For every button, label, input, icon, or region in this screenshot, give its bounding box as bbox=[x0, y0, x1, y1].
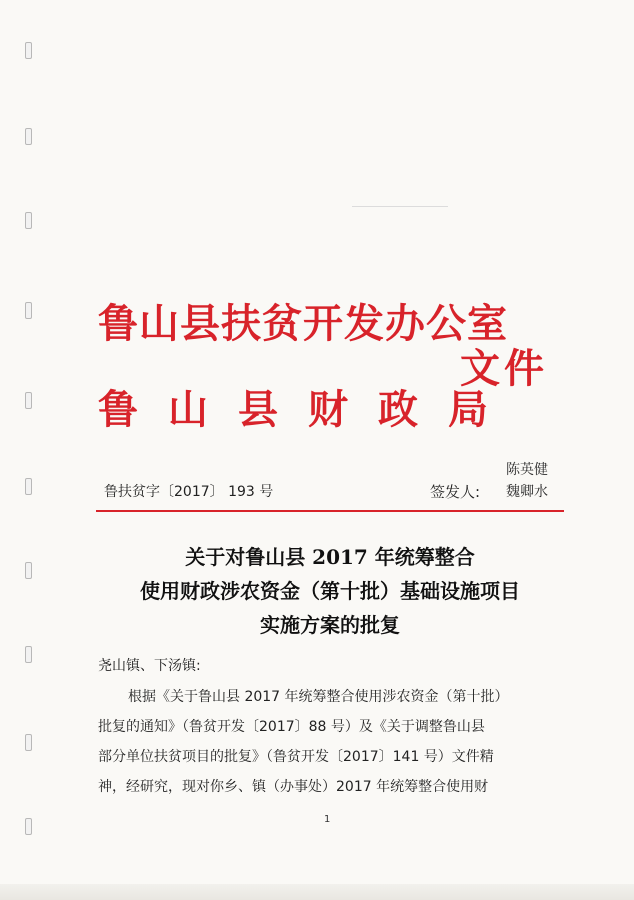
binding-hole-mark bbox=[25, 562, 32, 579]
document-title-line: 使用财政涉农资金（第十批）基础设施项目 bbox=[140, 579, 520, 603]
red-separator-line bbox=[96, 510, 564, 512]
body-paragraph-line: 批复的通知》（鲁贫开发〔2017〕88 号）及《关于调整鲁山县 bbox=[98, 719, 485, 735]
binding-hole-mark bbox=[25, 392, 32, 409]
binding-hole-mark bbox=[25, 646, 32, 663]
body-paragraph-line: 根据《关于鲁山县 2017 年统筹整合使用涉农资金（第十批） bbox=[128, 689, 509, 705]
scan-bottom-edge bbox=[0, 884, 634, 900]
document-label: 文件 bbox=[460, 346, 548, 392]
document-title-line: 关于对鲁山县 2017 年统筹整合 bbox=[185, 545, 475, 569]
scan-artifact-line bbox=[352, 206, 448, 207]
binding-hole-mark bbox=[25, 128, 32, 145]
body-paragraph-line: 部分单位扶贫项目的批复》（鲁贫开发〔2017〕141 号）文件精 bbox=[98, 749, 494, 765]
binding-hole-mark bbox=[25, 302, 32, 319]
document-number: 鲁扶贫字〔2017〕 193 号 bbox=[104, 484, 274, 500]
binding-hole-mark bbox=[25, 212, 32, 229]
signer-name: 陈英健 bbox=[506, 462, 548, 478]
page-number: 1 bbox=[324, 814, 331, 825]
binding-hole-mark bbox=[25, 734, 32, 751]
salutation: 尧山镇、下汤镇: bbox=[98, 658, 201, 674]
signer-label: 签发人: bbox=[430, 483, 481, 501]
binding-hole-mark bbox=[25, 818, 32, 835]
document-title-line: 实施方案的批复 bbox=[260, 613, 400, 637]
issuer-name-2: 鲁山县财政局 bbox=[98, 387, 518, 433]
signer-name: 魏卿水 bbox=[506, 484, 548, 500]
body-paragraph-line: 神，经研究，现对你乡、镇（办事处）2017 年统筹整合使用财 bbox=[98, 779, 489, 795]
binding-hole-mark bbox=[25, 478, 32, 495]
signer-names bbox=[506, 459, 548, 503]
binding-hole-mark bbox=[25, 42, 32, 59]
issuer-name-1: 鲁山县扶贫开发办公室 bbox=[98, 301, 508, 347]
